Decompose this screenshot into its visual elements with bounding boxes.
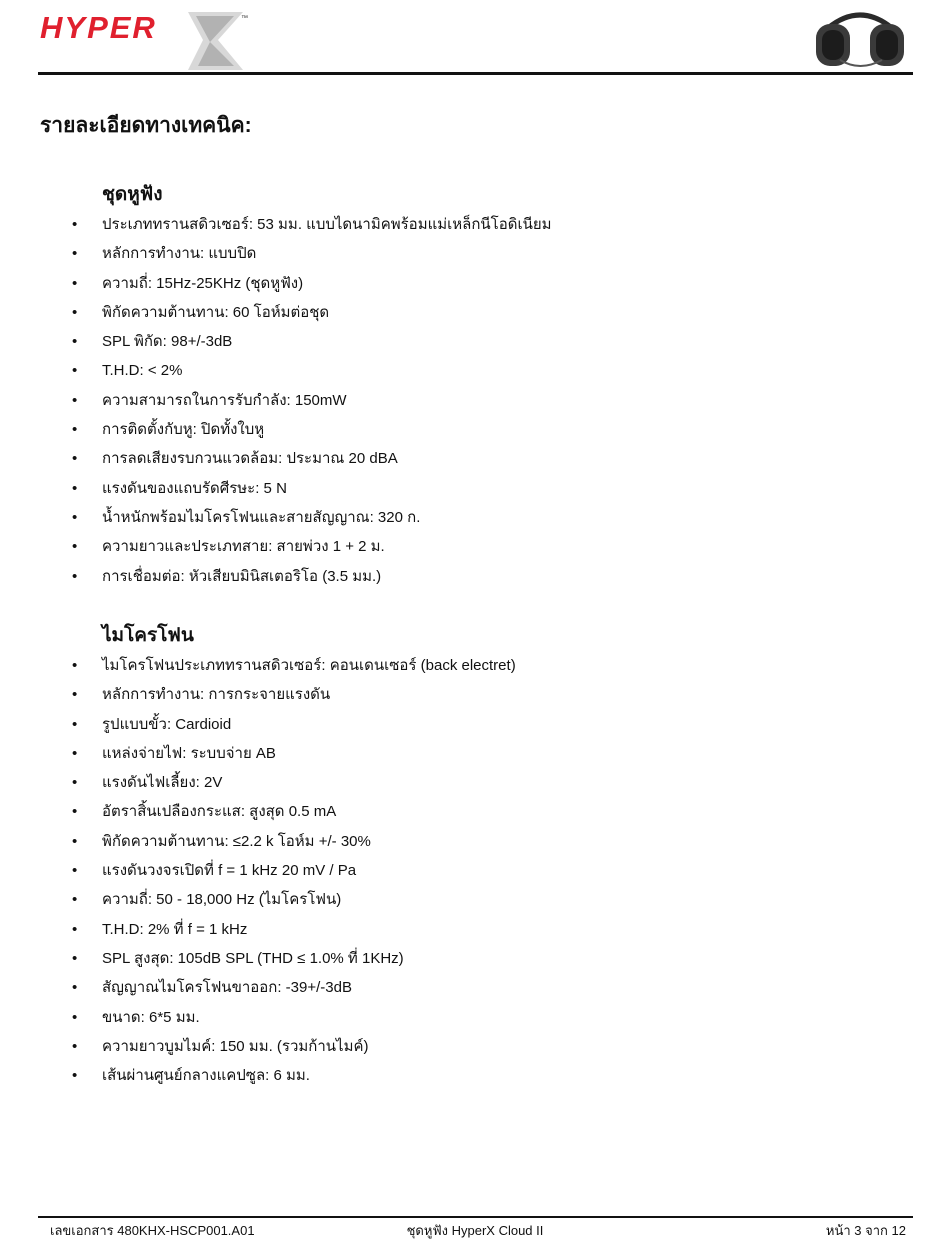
- headphone-spec-text: ความสามารถในการรับกำลัง: 150mW: [102, 391, 347, 409]
- bullet-icon: •: [72, 657, 78, 674]
- page-title: รายละเอียดทางเทคนิค:: [40, 114, 252, 137]
- bullet-icon: •: [72, 686, 78, 704]
- headphone-spec-item: [0, 474, 950, 503]
- microphone-spec-item: [0, 856, 950, 885]
- headphone-spec-item: [0, 444, 950, 473]
- microphone-spec-item: [0, 1003, 950, 1032]
- microphone-spec-item: [0, 797, 950, 826]
- microphone-spec-item: [0, 915, 950, 944]
- headphone-spec-item: [0, 239, 950, 268]
- bullet-icon: •: [72, 949, 78, 967]
- microphone-spec-item: [0, 1032, 950, 1061]
- microphone-spec-item: [0, 739, 950, 768]
- headphone-spec-text: หลักการทำงาน: แบบปิด: [102, 245, 257, 263]
- trademark-mark: ™: [241, 15, 248, 22]
- headphone-spec-text: พิกัดความต้านทาน: 60 โอห์มต่อชุด: [102, 303, 330, 321]
- headphone-spec-text: T.H.D: < 2%: [102, 362, 183, 380]
- bullet-icon: •: [72, 862, 78, 880]
- headphone-spec-item: [0, 210, 950, 239]
- bullet-icon: •: [72, 891, 78, 909]
- headset-icon: [810, 8, 910, 70]
- footer-product-name: ชุดหูฟัง HyperX Cloud II: [406, 1223, 544, 1238]
- bullet-icon: •: [72, 450, 78, 468]
- bullet-icon: •: [72, 274, 78, 292]
- headphone-spec-text: ความยาวและประเภทสาย: สายพ่วง 1 + 2 ม.: [102, 538, 385, 556]
- microphone-spec-item: [0, 680, 950, 709]
- microphone-spec-text: ไมโครโฟนประเภททรานสดิวเซอร์: คอนเดนเซอร์ (back electret): [102, 657, 516, 674]
- bullet-icon: •: [72, 391, 78, 409]
- bullet-icon: •: [72, 538, 78, 556]
- bullet-icon: •: [72, 920, 78, 938]
- microphone-spec-text: หลักการทำงาน: การกระจายแรงดัน: [102, 686, 331, 704]
- bullet-icon: •: [72, 245, 78, 263]
- headphone-heading: ชุดหูฟัง: [102, 184, 163, 205]
- microphone-spec-text: รูปแบบขั้ว: Cardioid: [102, 715, 232, 733]
- microphone-spec-item: [0, 768, 950, 797]
- bullet-icon: •: [72, 979, 78, 997]
- bullet-icon: •: [72, 333, 78, 351]
- page-header: [0, 0, 950, 80]
- headphone-spec-text: น้ำหนักพร้อมไมโครโฟนและสายสัญญาณ: 320 ก.: [102, 508, 421, 526]
- headphone-spec-item: [0, 298, 950, 327]
- headphone-spec-text: SPL พิกัด: 98+/-3dB: [102, 333, 233, 351]
- headphone-spec-item: [0, 503, 950, 532]
- microphone-heading: ไมโครโฟน: [102, 625, 194, 646]
- bullet-icon: •: [72, 1008, 78, 1026]
- bullet-icon: •: [72, 715, 78, 733]
- bullet-icon: •: [72, 744, 78, 762]
- microphone-spec-text: อัตราสิ้นเปลืองกระแส: สูงสุด 0.5 mA: [102, 803, 337, 821]
- microphone-specs-section: [0, 621, 950, 1090]
- microphone-spec-text: พิกัดความต้านทาน: ≤2.2 k โอห์ม +/- 30%: [102, 832, 371, 850]
- microphone-spec-item: [0, 1061, 950, 1090]
- headphone-spec-item: [0, 415, 950, 444]
- microphone-spec-text: T.H.D: 2% ที่ f = 1 kHz: [102, 920, 248, 938]
- microphone-spec-text: เส้นผ่านศูนย์กลางแคปซูล: 6 มม.: [102, 1067, 310, 1085]
- microphone-spec-text: ขนาด: 6*5 มม.: [102, 1008, 200, 1026]
- headphone-spec-text: ความถี่: 15Hz-25KHz (ชุดหูฟัง): [102, 274, 304, 292]
- headphone-spec-text: แรงดันของแถบรัดศีรษะ: 5 N: [102, 479, 287, 497]
- bullet-icon: •: [72, 567, 78, 585]
- bullet-icon: •: [72, 803, 78, 821]
- headphone-spec-item: [0, 269, 950, 298]
- microphone-spec-text: สัญญาณไมโครโฟนขาออก: -39+/-3dB: [102, 979, 352, 997]
- bullet-icon: •: [72, 1037, 78, 1055]
- headphone-spec-item: [0, 532, 950, 561]
- microphone-spec-item: [0, 651, 950, 680]
- hyperx-logo: [38, 8, 253, 72]
- headphone-spec-text: การลดเสียงรบกวนแวดล้อม: ประมาณ 20 dBA: [102, 450, 398, 468]
- headphone-spec-item: [0, 356, 950, 385]
- headphone-specs-section: [0, 180, 950, 591]
- header-divider: [38, 72, 913, 75]
- microphone-spec-item: [0, 710, 950, 739]
- headphone-spec-item: [0, 562, 950, 591]
- footer-page-number: หน้า 3 จาก 12: [825, 1223, 906, 1238]
- microphone-spec-text: แหล่งจ่ายไฟ: ระบบจ่าย AB: [102, 744, 276, 762]
- headphone-spec-item: [0, 386, 950, 415]
- footer-divider: [38, 1216, 913, 1218]
- bullet-icon: •: [72, 362, 78, 380]
- microphone-spec-item: [0, 827, 950, 856]
- bullet-icon: •: [72, 832, 78, 850]
- headphone-spec-list: [0, 210, 950, 591]
- bullet-icon: •: [72, 508, 78, 526]
- headphone-spec-text: การติดตั้งกับหู: ปิดทั้งใบหู: [102, 421, 265, 439]
- bullet-icon: •: [72, 1067, 78, 1085]
- footer-doc-number: เลขเอกสาร 480KHX-HSCP001.A01: [50, 1223, 255, 1238]
- microphone-spec-text: แรงดันวงจรเปิดที่ f = 1 kHz 20 mV / Pa: [102, 862, 357, 880]
- microphone-spec-list: [0, 651, 950, 1090]
- microphone-spec-item: [0, 973, 950, 1002]
- bullet-icon: •: [72, 421, 78, 439]
- headphone-spec-text: การเชื่อมต่อ: หัวเสียบมินิสเตอริโอ (3.5 มม.): [102, 567, 382, 585]
- bullet-icon: •: [72, 303, 78, 321]
- microphone-spec-text: ความยาวบูมไมค์: 150 มม. (รวมก้านไมค์): [102, 1037, 369, 1055]
- microphone-spec-text: ความถี่: 50 - 18,000 Hz (ไมโครโฟน): [102, 891, 342, 909]
- headphone-spec-text: ประเภททรานสดิวเซอร์: 53 มม. แบบไดนามิคพร้อมแม่เหล็กนีโอดิเนียม: [102, 216, 552, 233]
- microphone-spec-text: แรงดันไฟเลี้ยง: 2V: [102, 774, 223, 792]
- microphone-spec-text: SPL สูงสุด: 105dB SPL (THD ≤ 1.0% ที่ 1KHz): [102, 949, 404, 967]
- bullet-icon: •: [72, 774, 78, 792]
- microphone-spec-item: [0, 885, 950, 914]
- microphone-spec-item: [0, 944, 950, 973]
- bullet-icon: •: [72, 216, 78, 233]
- headphone-spec-item: [0, 327, 950, 356]
- bullet-icon: •: [72, 479, 78, 497]
- logo-wordmark: HYPER: [40, 10, 157, 45]
